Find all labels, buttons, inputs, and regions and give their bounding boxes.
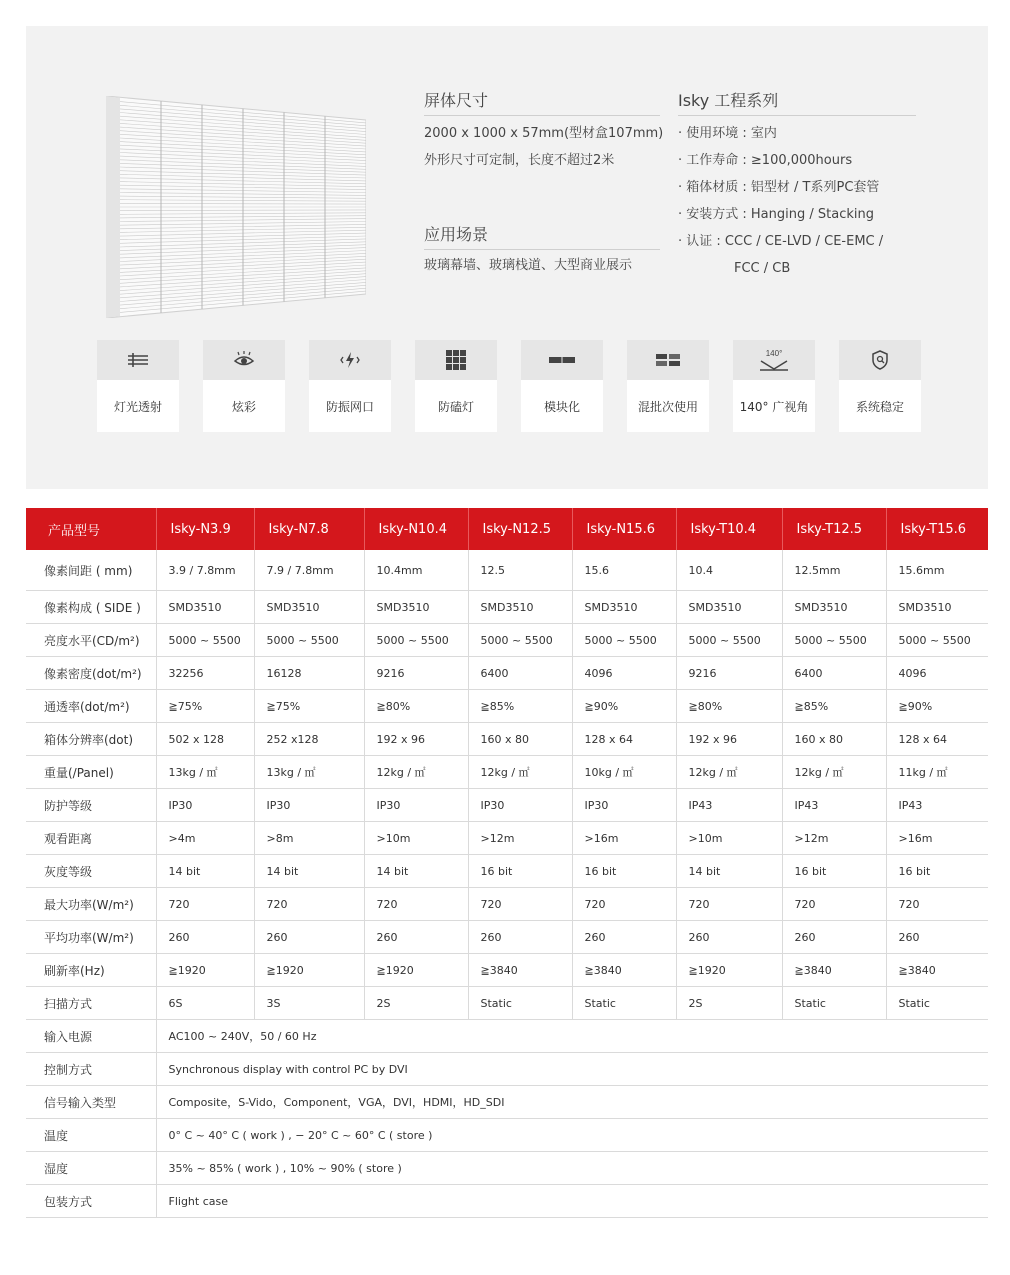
header-model: Isky-N10.4 [364,508,468,550]
table-cell: >16m [572,822,676,855]
table-cell: 12kg / ㎡ [364,756,468,789]
size-line: 2000 x 1000 x 57mm(型材盒107mm) [424,126,664,141]
feature-viewing-angle [733,340,815,432]
row-label: 刷新率(Hz) [26,954,156,987]
row-label: 扫描方式 [26,987,156,1020]
table-cell: 12kg / ㎡ [468,756,572,789]
table-cell: 128 x 64 [572,723,676,756]
spec-table [26,508,988,1218]
header-model: Isky-N3.9 [156,508,254,550]
table-row [26,1152,988,1185]
anti-vibration-icon [339,351,361,369]
table-cell: 502 x 128 [156,723,254,756]
table-cell: Static [886,987,988,1020]
feature-label: 140° 广视角 [739,399,809,414]
feature-light-transmission [97,340,179,432]
row-label: 灰度等级 [26,855,156,888]
table-cell: 14 bit [364,855,468,888]
table-cell: 12.5 [468,550,572,591]
table-row [26,723,988,756]
series-line: · 箱体材质 : 铝型材 / T系列PC套管 [678,180,880,195]
light-transmission-icon [127,351,149,369]
table-cell: IP30 [468,789,572,822]
series-section [678,90,916,282]
viewing-angle-badge: 140° [765,349,783,358]
table-cell: 720 [782,888,886,921]
feature-colorful [203,340,285,432]
series-line: · 安装方式 : Hanging / Stacking [678,207,874,222]
table-cell: 720 [572,888,676,921]
table-cell: 4096 [572,657,676,690]
table-cell: 260 [156,921,254,954]
table-cell: 11kg / ㎡ [886,756,988,789]
table-cell: 35% ~ 85% ( work ) , 10% ~ 90% ( store ) [156,1152,988,1185]
table-cell: 5000 ~ 5500 [156,624,254,657]
feature-label: 灯光透射 [113,399,162,414]
table-cell: IP43 [886,789,988,822]
feature-system-stable [839,340,921,432]
feature-mixed-batch [627,340,709,432]
series-line: FCC / CB [734,261,791,276]
header-model: Isky-T10.4 [676,508,782,550]
table-cell: SMD3510 [676,591,782,624]
feature-anti-vibration [309,340,391,432]
table-cell: 16128 [254,657,364,690]
product-intro-panel [26,26,988,489]
table-cell: >10m [364,822,468,855]
table-cell: ≧1920 [676,954,782,987]
table-cell: 5000 ~ 5500 [572,624,676,657]
table-cell: 15.6mm [886,550,988,591]
feature-label: 系统稳定 [855,399,904,414]
header-model-label: 产品型号 [26,508,156,550]
table-cell: 14 bit [676,855,782,888]
feature-label: 模块化 [543,399,580,414]
table-cell: ≧75% [254,690,364,723]
series-line: · 工作寿命 : ≥100,000hours [678,153,853,168]
table-cell: ≧1920 [364,954,468,987]
table-cell: ≧75% [156,690,254,723]
table-cell: 5000 ~ 5500 [676,624,782,657]
table-cell: IP30 [572,789,676,822]
table-cell: Static [572,987,676,1020]
table-cell: ≧3840 [782,954,886,987]
table-cell: 5000 ~ 5500 [782,624,886,657]
table-cell: 5000 ~ 5500 [886,624,988,657]
table-cell: Static [468,987,572,1020]
row-label: 控制方式 [26,1053,156,1086]
table-cell: 9216 [364,657,468,690]
table-cell: 16 bit [468,855,572,888]
table-cell: 10.4 [676,550,782,591]
feature-label: 防振网口 [325,399,374,414]
grid-icon [446,350,466,370]
table-cell: 260 [782,921,886,954]
table-cell: ≧1920 [254,954,364,987]
table-cell: ≧90% [572,690,676,723]
feature-modular [521,340,603,432]
table-cell: 16 bit [782,855,886,888]
table-cell: 5000 ~ 5500 [254,624,364,657]
row-label: 湿度 [26,1152,156,1185]
table-cell: Flight case [156,1185,988,1218]
header-model: Isky-T12.5 [782,508,886,550]
table-row [26,1086,988,1119]
feature-label: 防磕灯 [437,399,474,414]
series-line: · 认证 : CCC / CE-LVD / CE-EMC / [678,234,884,249]
row-label: 像素间距 ( mm) [26,550,156,591]
header-model: Isky-N12.5 [468,508,572,550]
table-cell: SMD3510 [254,591,364,624]
table-cell: 16 bit [572,855,676,888]
table-row [26,855,988,888]
table-row [26,1020,988,1053]
table-cell: >4m [156,822,254,855]
table-cell: 6S [156,987,254,1020]
row-label: 重量(/Panel) [26,756,156,789]
table-cell: >12m [782,822,886,855]
table-row [26,1053,988,1086]
table-row [26,690,988,723]
table-cell: 15.6 [572,550,676,591]
table-cell: IP30 [156,789,254,822]
mixed-batch-icon [656,354,680,366]
table-cell: 32256 [156,657,254,690]
table-cell: 16 bit [886,855,988,888]
table-cell: 260 [572,921,676,954]
row-label: 温度 [26,1119,156,1152]
table-cell: 192 x 96 [364,723,468,756]
table-cell: 3S [254,987,364,1020]
table-cell: AC100 ~ 240V，50 / 60 Hz [156,1020,988,1053]
table-cell: 4096 [886,657,988,690]
table-cell: 14 bit [254,855,364,888]
table-row [26,921,988,954]
table-cell: Static [782,987,886,1020]
series-line: · 使用环境 : 室内 [678,126,777,141]
row-label: 平均功率(W/m²) [26,921,156,954]
table-cell: SMD3510 [468,591,572,624]
table-cell: >10m [676,822,782,855]
size-line: 外形尺寸可定制，长度不超过2米 [424,153,615,168]
table-cell: ≧80% [676,690,782,723]
row-label: 箱体分辨率(dot) [26,723,156,756]
series-title: Isky 工程系列 [678,90,916,116]
row-label: 最大功率(W/m²) [26,888,156,921]
table-cell: 252 x128 [254,723,364,756]
table-cell: >16m [886,822,988,855]
table-cell: 160 x 80 [782,723,886,756]
row-label: 像素构成 ( SIDE ) [26,591,156,624]
table-cell: 128 x 64 [886,723,988,756]
table-row [26,789,988,822]
table-cell: ≧80% [364,690,468,723]
row-label: 像素密度(dot/m²) [26,657,156,690]
table-cell: 260 [676,921,782,954]
table-cell: 12kg / ㎡ [676,756,782,789]
viewing-angle-icon [758,347,790,373]
table-cell: ≧85% [782,690,886,723]
table-row [26,591,988,624]
module-icon [548,355,576,365]
table-cell: SMD3510 [572,591,676,624]
table-cell: ≧3840 [468,954,572,987]
table-cell: >12m [468,822,572,855]
table-cell: 260 [886,921,988,954]
row-label: 信号输入类型 [26,1086,156,1119]
table-row [26,954,988,987]
feature-label: 混批次使用 [637,399,698,414]
table-cell: 260 [364,921,468,954]
table-cell: 12kg / ㎡ [782,756,886,789]
table-cell: ≧1920 [156,954,254,987]
table-cell: ≧90% [886,690,988,723]
table-row [26,1119,988,1152]
product-image [106,96,366,318]
table-cell: Synchronous display with control PC by DVI [156,1053,988,1086]
table-cell: >8m [254,822,364,855]
table-cell: IP30 [254,789,364,822]
table-cell: 10kg / ㎡ [572,756,676,789]
table-row [26,822,988,855]
table-cell: 5000 ~ 5500 [364,624,468,657]
table-cell: 2S [364,987,468,1020]
table-cell: SMD3510 [886,591,988,624]
table-cell: 14 bit [156,855,254,888]
table-cell: 13kg / ㎡ [156,756,254,789]
table-cell: 3.9 / 7.8mm [156,550,254,591]
table-cell: IP43 [676,789,782,822]
table-cell: 6400 [468,657,572,690]
feature-anti-collision [415,340,497,432]
table-cell: IP43 [782,789,886,822]
row-label: 通透率(dot/m²) [26,690,156,723]
eye-icon [233,351,255,369]
table-cell: 720 [886,888,988,921]
table-cell: 192 x 96 [676,723,782,756]
table-cell: SMD3510 [156,591,254,624]
table-cell: 260 [468,921,572,954]
size-title: 屏体尺寸 [424,90,660,116]
table-cell: 720 [364,888,468,921]
table-cell: Composite，S-Vido，Component，VGA，DVI，HDMI，HD_SDI [156,1086,988,1119]
row-label: 观看距离 [26,822,156,855]
table-cell: 160 x 80 [468,723,572,756]
table-row [26,550,988,591]
table-cell: 10.4mm [364,550,468,591]
feature-label: 炫彩 [231,399,256,414]
table-cell: ≧3840 [572,954,676,987]
table-cell: 720 [468,888,572,921]
header-model: Isky-T15.6 [886,508,988,550]
table-row [26,756,988,789]
table-cell: 720 [676,888,782,921]
table-row [26,657,988,690]
row-label: 防护等级 [26,789,156,822]
table-row [26,624,988,657]
table-cell: 0° C ~ 40° C ( work ) , − 20° C ~ 60° C ( store ) [156,1119,988,1152]
table-cell: 9216 [676,657,782,690]
header-model: Isky-N15.6 [572,508,676,550]
table-cell: 720 [156,888,254,921]
table-cell: 12.5mm [782,550,886,591]
application-title: 应用场景 [424,224,660,250]
table-row [26,1185,988,1218]
table-header-row [26,508,988,550]
application-line: 玻璃幕墙、玻璃栈道、大型商业展示 [424,258,633,273]
header-model: Isky-N7.8 [254,508,364,550]
table-cell: 720 [254,888,364,921]
table-cell: 7.9 / 7.8mm [254,550,364,591]
table-cell: 5000 ~ 5500 [468,624,572,657]
table-cell: ≧3840 [886,954,988,987]
table-cell: 13kg / ㎡ [254,756,364,789]
feature-row [97,340,927,432]
row-label: 亮度水平(CD/m²) [26,624,156,657]
table-cell: SMD3510 [782,591,886,624]
table-cell: SMD3510 [364,591,468,624]
table-row [26,888,988,921]
shield-icon [871,350,889,370]
row-label: 输入电源 [26,1020,156,1053]
size-section [424,90,664,279]
table-cell: 6400 [782,657,886,690]
row-label: 包装方式 [26,1185,156,1218]
table-cell: IP30 [364,789,468,822]
table-row [26,987,988,1020]
table-cell: 2S [676,987,782,1020]
table-cell: 260 [254,921,364,954]
table-cell: ≧85% [468,690,572,723]
